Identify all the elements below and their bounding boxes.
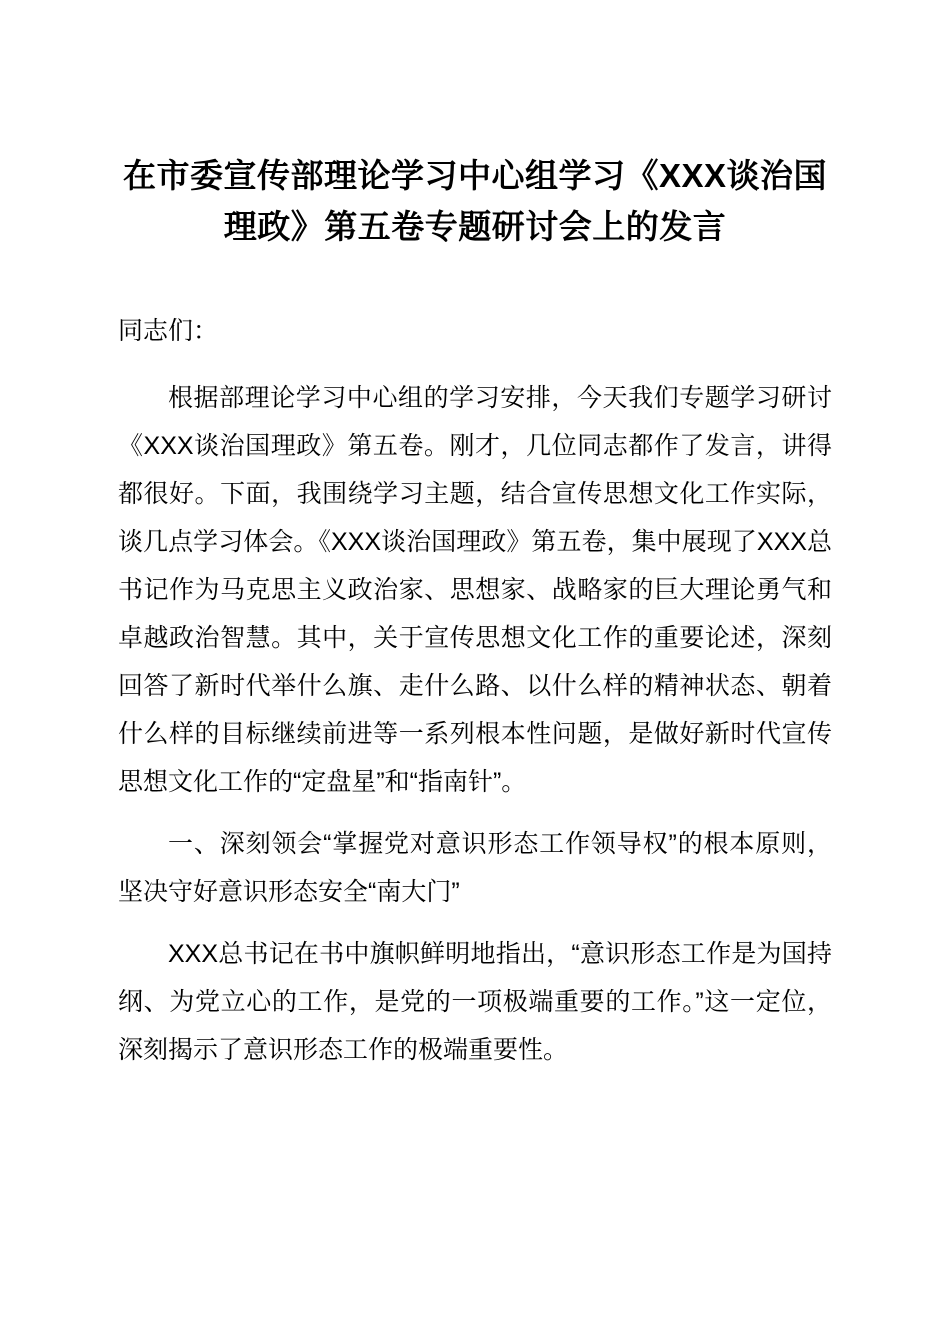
section-heading-1: 一、深刻领会“掌握党对意识形态工作领导权”的根本原则，坚决守好意识形态安全“南大门” — [118, 829, 832, 906]
body-paragraph-1: 根据部理论学习中心组的学习安排，今天我们专题学习研讨《XXX谈治国理政》第五卷。刚才，几位同志都作了发言，讲得都很好。下面，我围绕学习主题，结合宣传思想文化工作实际，谈几点学习体会。《XXX谈治国理政》第五卷，集中展现了XXX总书记作为马克思主义政治家、思想家、战略家的巨大理论勇气和卓越政治智慧。其中，关于宣传思想文化工作的重要论述，深刻回答了新时代举什么旗、走什么路、以什么样的精神状态、朝着什么样的目标继续前进等一系列根本性问题，是做好新时代宣传思想文化工作的“定盘星”和“指南针”。 — [118, 383, 832, 796]
salutation: 同志们： — [118, 317, 219, 346]
page-title: 在市委宣传部理论学习中心组学习《XXX谈治国理政》第五卷专题研讨会上的发言 — [122, 157, 828, 246]
body-paragraph-2: XXX总书记在书中旗帜鲜明地指出，“意识形态工作是为国持纲、为党立心的工作，是党的一项极端重要的工作。”这一定位，深刻揭示了意识形态工作的极端重要性。 — [118, 939, 832, 1064]
